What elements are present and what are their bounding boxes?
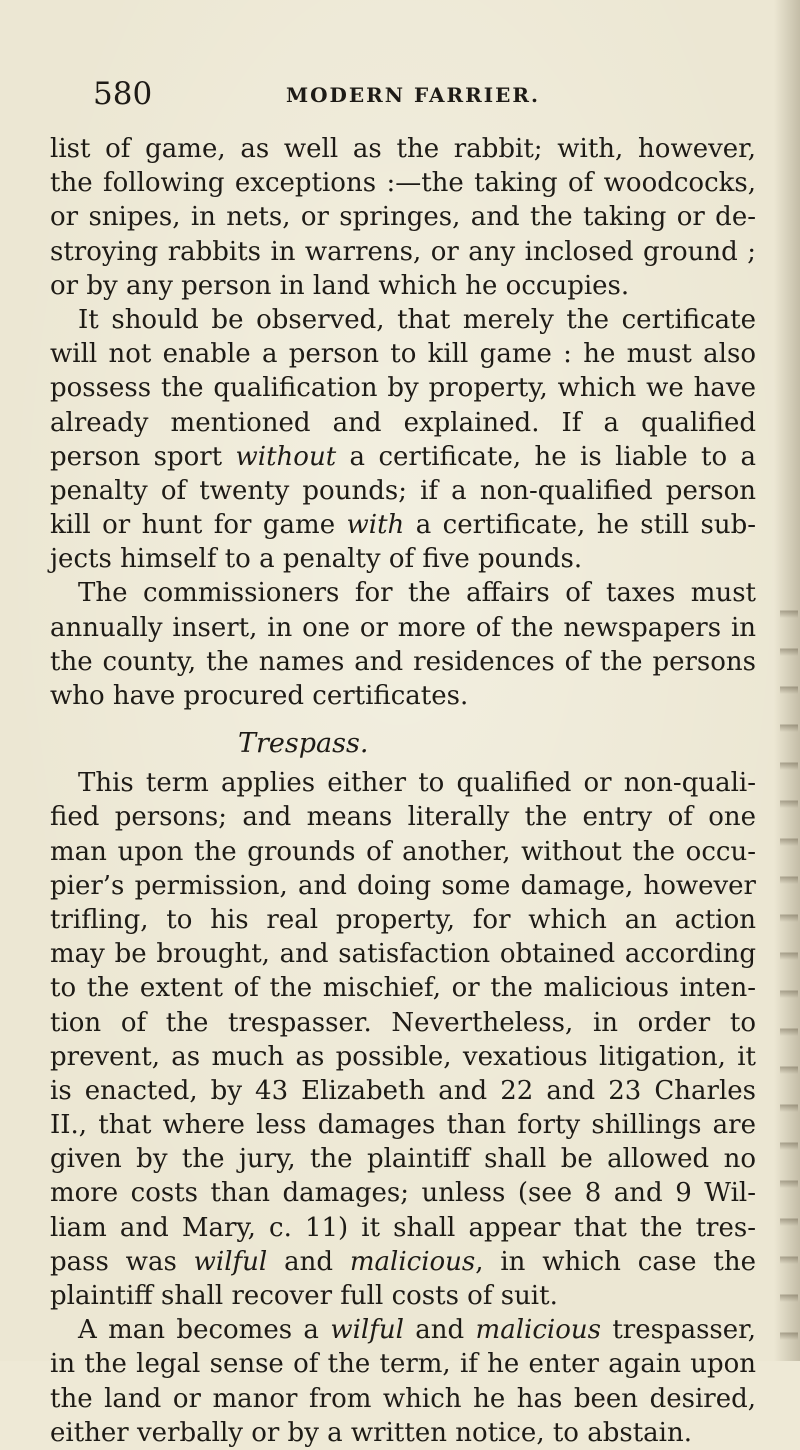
italic-word: malicious xyxy=(475,1315,601,1346)
text-line xyxy=(50,1074,756,1108)
text-segment: will not enable a person to kill game : he must also xyxy=(50,339,756,370)
text-segment: and xyxy=(403,1315,476,1346)
text-segment: A man becomes a xyxy=(78,1315,331,1346)
text-segment: the county, the names and residences of the persons xyxy=(50,646,756,677)
italic-word: malicious xyxy=(349,1246,476,1277)
text-segment: The commissioners for the affairs of taxes must xyxy=(78,578,756,609)
text-line xyxy=(50,679,756,713)
running-title: MODERN FARRIER. xyxy=(286,83,540,107)
text-line xyxy=(50,971,756,1005)
text-line xyxy=(50,869,756,903)
text-segment: the following exceptions :—the taking of woodcocks, xyxy=(50,168,756,199)
text-line xyxy=(50,903,756,937)
text-line xyxy=(50,371,756,405)
text-line xyxy=(50,766,756,800)
text-segment: annually insert, in one or more of the newspapers in xyxy=(50,612,756,643)
text-segment: and xyxy=(267,1246,350,1277)
text-line xyxy=(50,269,756,303)
text-line xyxy=(50,835,756,869)
text-segment: given by the jury, the plaintiff shall be allowed no xyxy=(50,1144,756,1175)
text-line xyxy=(50,1176,756,1210)
text-line xyxy=(50,800,756,834)
text-segment: penalty of twenty pounds; if a non-qualified person xyxy=(50,475,756,506)
text-segment: tion of the trespasser. Nevertheless, in order to xyxy=(50,1007,756,1038)
text-line xyxy=(50,1040,756,1074)
text-segment: already mentioned and explained. If a qualified xyxy=(50,407,756,438)
text-line xyxy=(50,576,756,610)
text-line xyxy=(50,611,756,645)
text-segment: pass was xyxy=(50,1246,194,1277)
text-segment: , in which case the xyxy=(475,1246,756,1277)
text-segment: prevent, as much as possible, vexatious litigation, it xyxy=(50,1041,756,1072)
text-segment: or by any person in land which he occupies. xyxy=(50,270,630,301)
text-segment: II., that where less damages than forty shillings are xyxy=(50,1110,756,1141)
text-line xyxy=(50,1245,756,1279)
text-segment: may be brought, and satisfaction obtained according xyxy=(50,939,756,970)
text-segment: trespasser, xyxy=(600,1315,756,1346)
text-segment: is enacted, by 43 Elizabeth and 22 and 23 Charles xyxy=(50,1075,756,1106)
section-heading xyxy=(50,722,756,766)
text-line xyxy=(50,337,756,371)
text-segment: jects himself to a penalty of five pounds. xyxy=(50,544,583,575)
text-segment: stroying rabbits in warrens, or any inclosed ground ; xyxy=(50,236,756,267)
text-line xyxy=(50,1006,756,1040)
text-segment: pier’s permission, and doing some damage, however xyxy=(50,870,756,901)
text-line xyxy=(50,1142,756,1176)
text-line xyxy=(50,406,756,440)
text-line xyxy=(50,303,756,337)
text-segment: a certificate, he is liable to a xyxy=(336,441,756,472)
text-segment: man upon the grounds of another, without the occu- xyxy=(50,836,756,867)
text-segment: list of game, as well as the rabbit; with, however, xyxy=(50,134,756,164)
italic-word: wilful xyxy=(330,1315,404,1346)
body-text xyxy=(50,132,756,1450)
text-line xyxy=(50,542,756,576)
text-line xyxy=(50,1416,756,1450)
italic-word: with xyxy=(346,510,405,541)
italic-word: wilful xyxy=(193,1246,268,1277)
text-line xyxy=(50,474,756,508)
text-line xyxy=(50,166,756,200)
italic-word: without xyxy=(235,441,337,472)
text-segment: a certificate, he still sub- xyxy=(404,510,756,541)
text-segment: or snipes, in nets, or springes, and the taking or de- xyxy=(50,202,756,233)
text-segment: liam and Mary, c. 11) it shall appear that the tres- xyxy=(50,1212,756,1243)
text-segment: plaintiff shall recover full costs of suit. xyxy=(50,1281,558,1311)
text-segment: This term applies either to qualified or non-quali- xyxy=(78,768,756,799)
text-line xyxy=(50,235,756,269)
text-segment: kill or hunt for game xyxy=(50,510,347,541)
text-line xyxy=(50,1347,756,1381)
text-line xyxy=(50,132,756,166)
text-segment: either verbally or by a written notice, to abstain. xyxy=(50,1417,692,1448)
text-segment: in the legal sense of the term, if he enter again upon xyxy=(50,1349,756,1380)
text-segment: the land or manor from which he has been desired, xyxy=(50,1383,756,1414)
text-segment: Trespass. xyxy=(238,728,369,760)
text-segment: It should be observed, that merely the certificate xyxy=(78,304,756,335)
text-segment: trifling, to his real property, for which an action xyxy=(50,904,756,935)
text-segment: who have procured certificates. xyxy=(50,681,469,711)
text-segment: possess the qualification by property, which we have xyxy=(50,373,756,404)
text-line xyxy=(50,645,756,679)
text-line xyxy=(50,1382,756,1416)
text-line xyxy=(50,1279,756,1313)
page-number: 580 xyxy=(93,76,153,112)
text-line xyxy=(50,440,756,474)
text-line xyxy=(50,1211,756,1245)
text-line xyxy=(50,200,756,234)
text-line xyxy=(50,508,756,542)
binding-edge xyxy=(780,580,798,1360)
text-line xyxy=(50,1313,756,1347)
text-line xyxy=(50,937,756,971)
text-segment: person sport xyxy=(50,441,236,472)
text-line xyxy=(50,1108,756,1142)
text-segment: more costs than damages; unless (see 8 and 9 Wil- xyxy=(50,1178,756,1209)
running-head xyxy=(93,74,633,114)
text-segment: fied persons; and means literally the entry of one xyxy=(50,802,756,833)
text-segment: to the extent of the mischief, or the malicious inten- xyxy=(50,973,756,1004)
